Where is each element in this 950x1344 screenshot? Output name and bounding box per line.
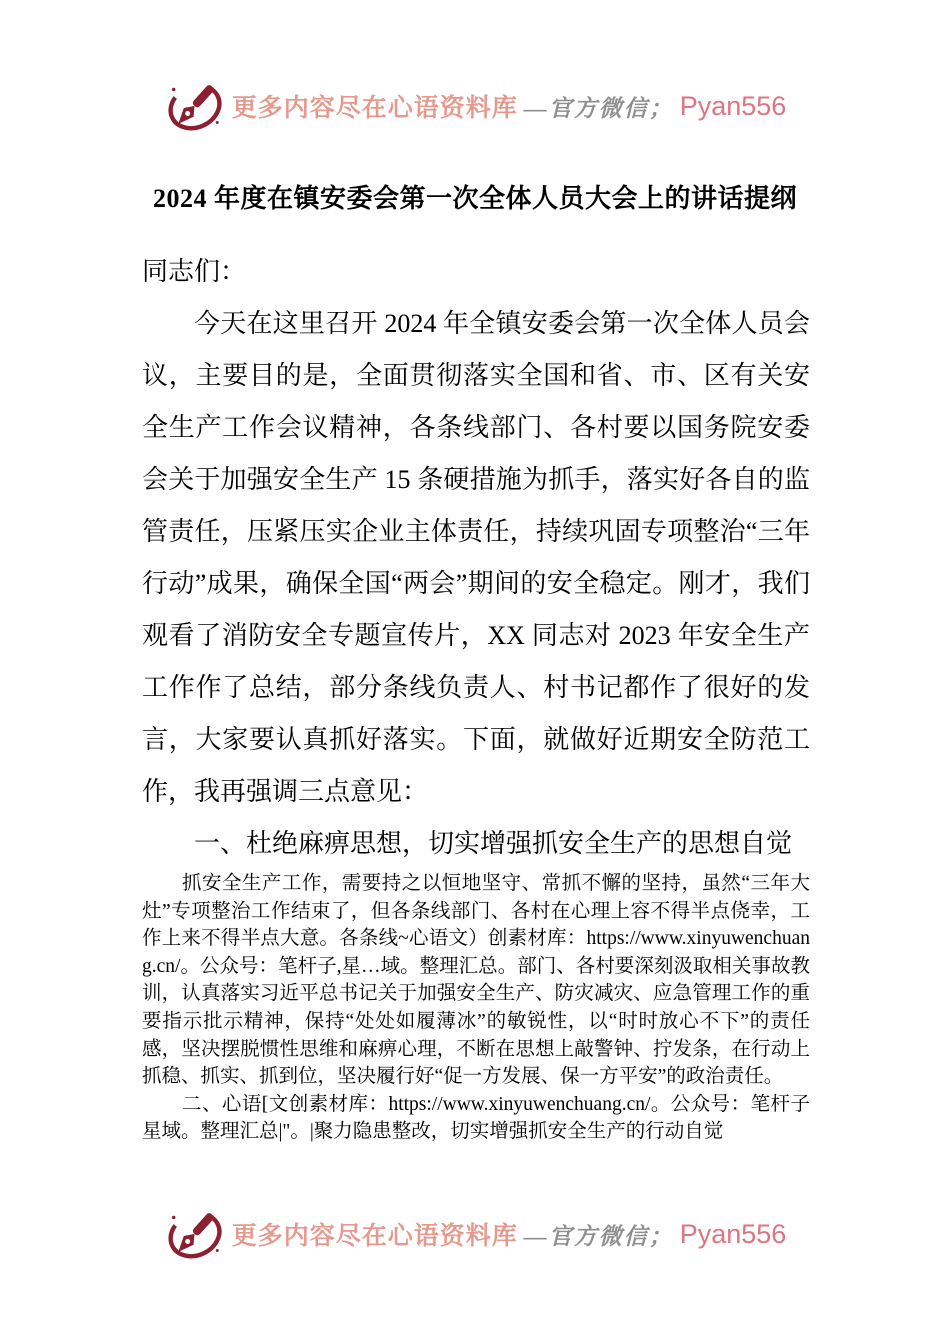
document-body — [142, 246, 810, 1146]
document-title: 2024 年度在镇安委会第一次全体人员大会上的讲话提纲 — [152, 184, 797, 213]
brand-pen-logo-icon — [164, 72, 226, 140]
section-heading-2: 二、心语[文创素材库：https://www.xinyuwenchuang.cn/。公众号：笔杆子星域。整理汇总|"。|聚力隐患整改，切实增强抓安全生产的行动自觉 — [142, 1093, 810, 1143]
footer-watermark — [0, 1200, 950, 1268]
paragraph-salutation: 同志们： — [142, 257, 247, 286]
watermark-wechat-id: Pyan556 — [679, 90, 787, 121]
section-heading-1: 一、杜绝麻痹思想，切实增强抓安全生产的思想自觉 — [194, 829, 793, 858]
watermark-wechat-id: Pyan556 — [679, 1218, 787, 1249]
paragraph-section-1-body: 抓安全生产工作，需要持之以恒地坚守、常抓不懈的坚持，虽然“三年大灶”专项整治工作结束了，但各条线部门、各村在心理上容不得半点侥幸，工作上来不得半点大意。各条线~心语文）创素材库：https://www.xinyuwenchuang.cn/。公众号：笔杆子,星…域。整理汇总。部门、各村要深刻汲取相关事故教训，认真落实习近平总书记关于加强安全生产、防灾减灾、应急管理工作的重要指示批示精神，保持“处处如履薄冰”的敏锐性，以“时时放心不下”的责任感，坚决摆脱惯性思维和麻痹心理，不断在思想上敲警钟、拧发条，在行动上抓稳、抓实、抓到位，坚决履行好“促一方发展、保一方平安”的政治责任。 — [142, 873, 810, 1088]
header-watermark — [0, 72, 950, 140]
watermark-text: 更多内容尽在心语资料库 — [231, 95, 518, 122]
watermark-wechat-label: —官方微信； — [523, 95, 674, 121]
watermark-wechat-label: —官方微信； — [523, 1223, 674, 1249]
brand-pen-logo-icon — [164, 1200, 226, 1268]
watermark-text: 更多内容尽在心语资料库 — [231, 1223, 518, 1250]
paragraph-intro: 今天在这里召开 2024 年全镇安委会第一次全体人员会议，主要目的是，全面贯彻落实全国和省、市、区有关安全生产工作会议精神，各条线部门、各村要以国务院安委会关于加强安全生产 15 条硬措施为抓手，落实好各自的监管责任，压紧压实企业主体责任，持续巩固专项整治“三年行动”成果，确保全国“两会”期间的安全稳定。刚才，我们观看了消防安全专题宣传片，XX 同志对 2023 年安全生产工作作了总结，部分条线负责人、村书记都作了很好的发言，大家要认真抓好落实。下面，就做好近期安全防范工作，我再强调三点意见： — [142, 309, 810, 806]
